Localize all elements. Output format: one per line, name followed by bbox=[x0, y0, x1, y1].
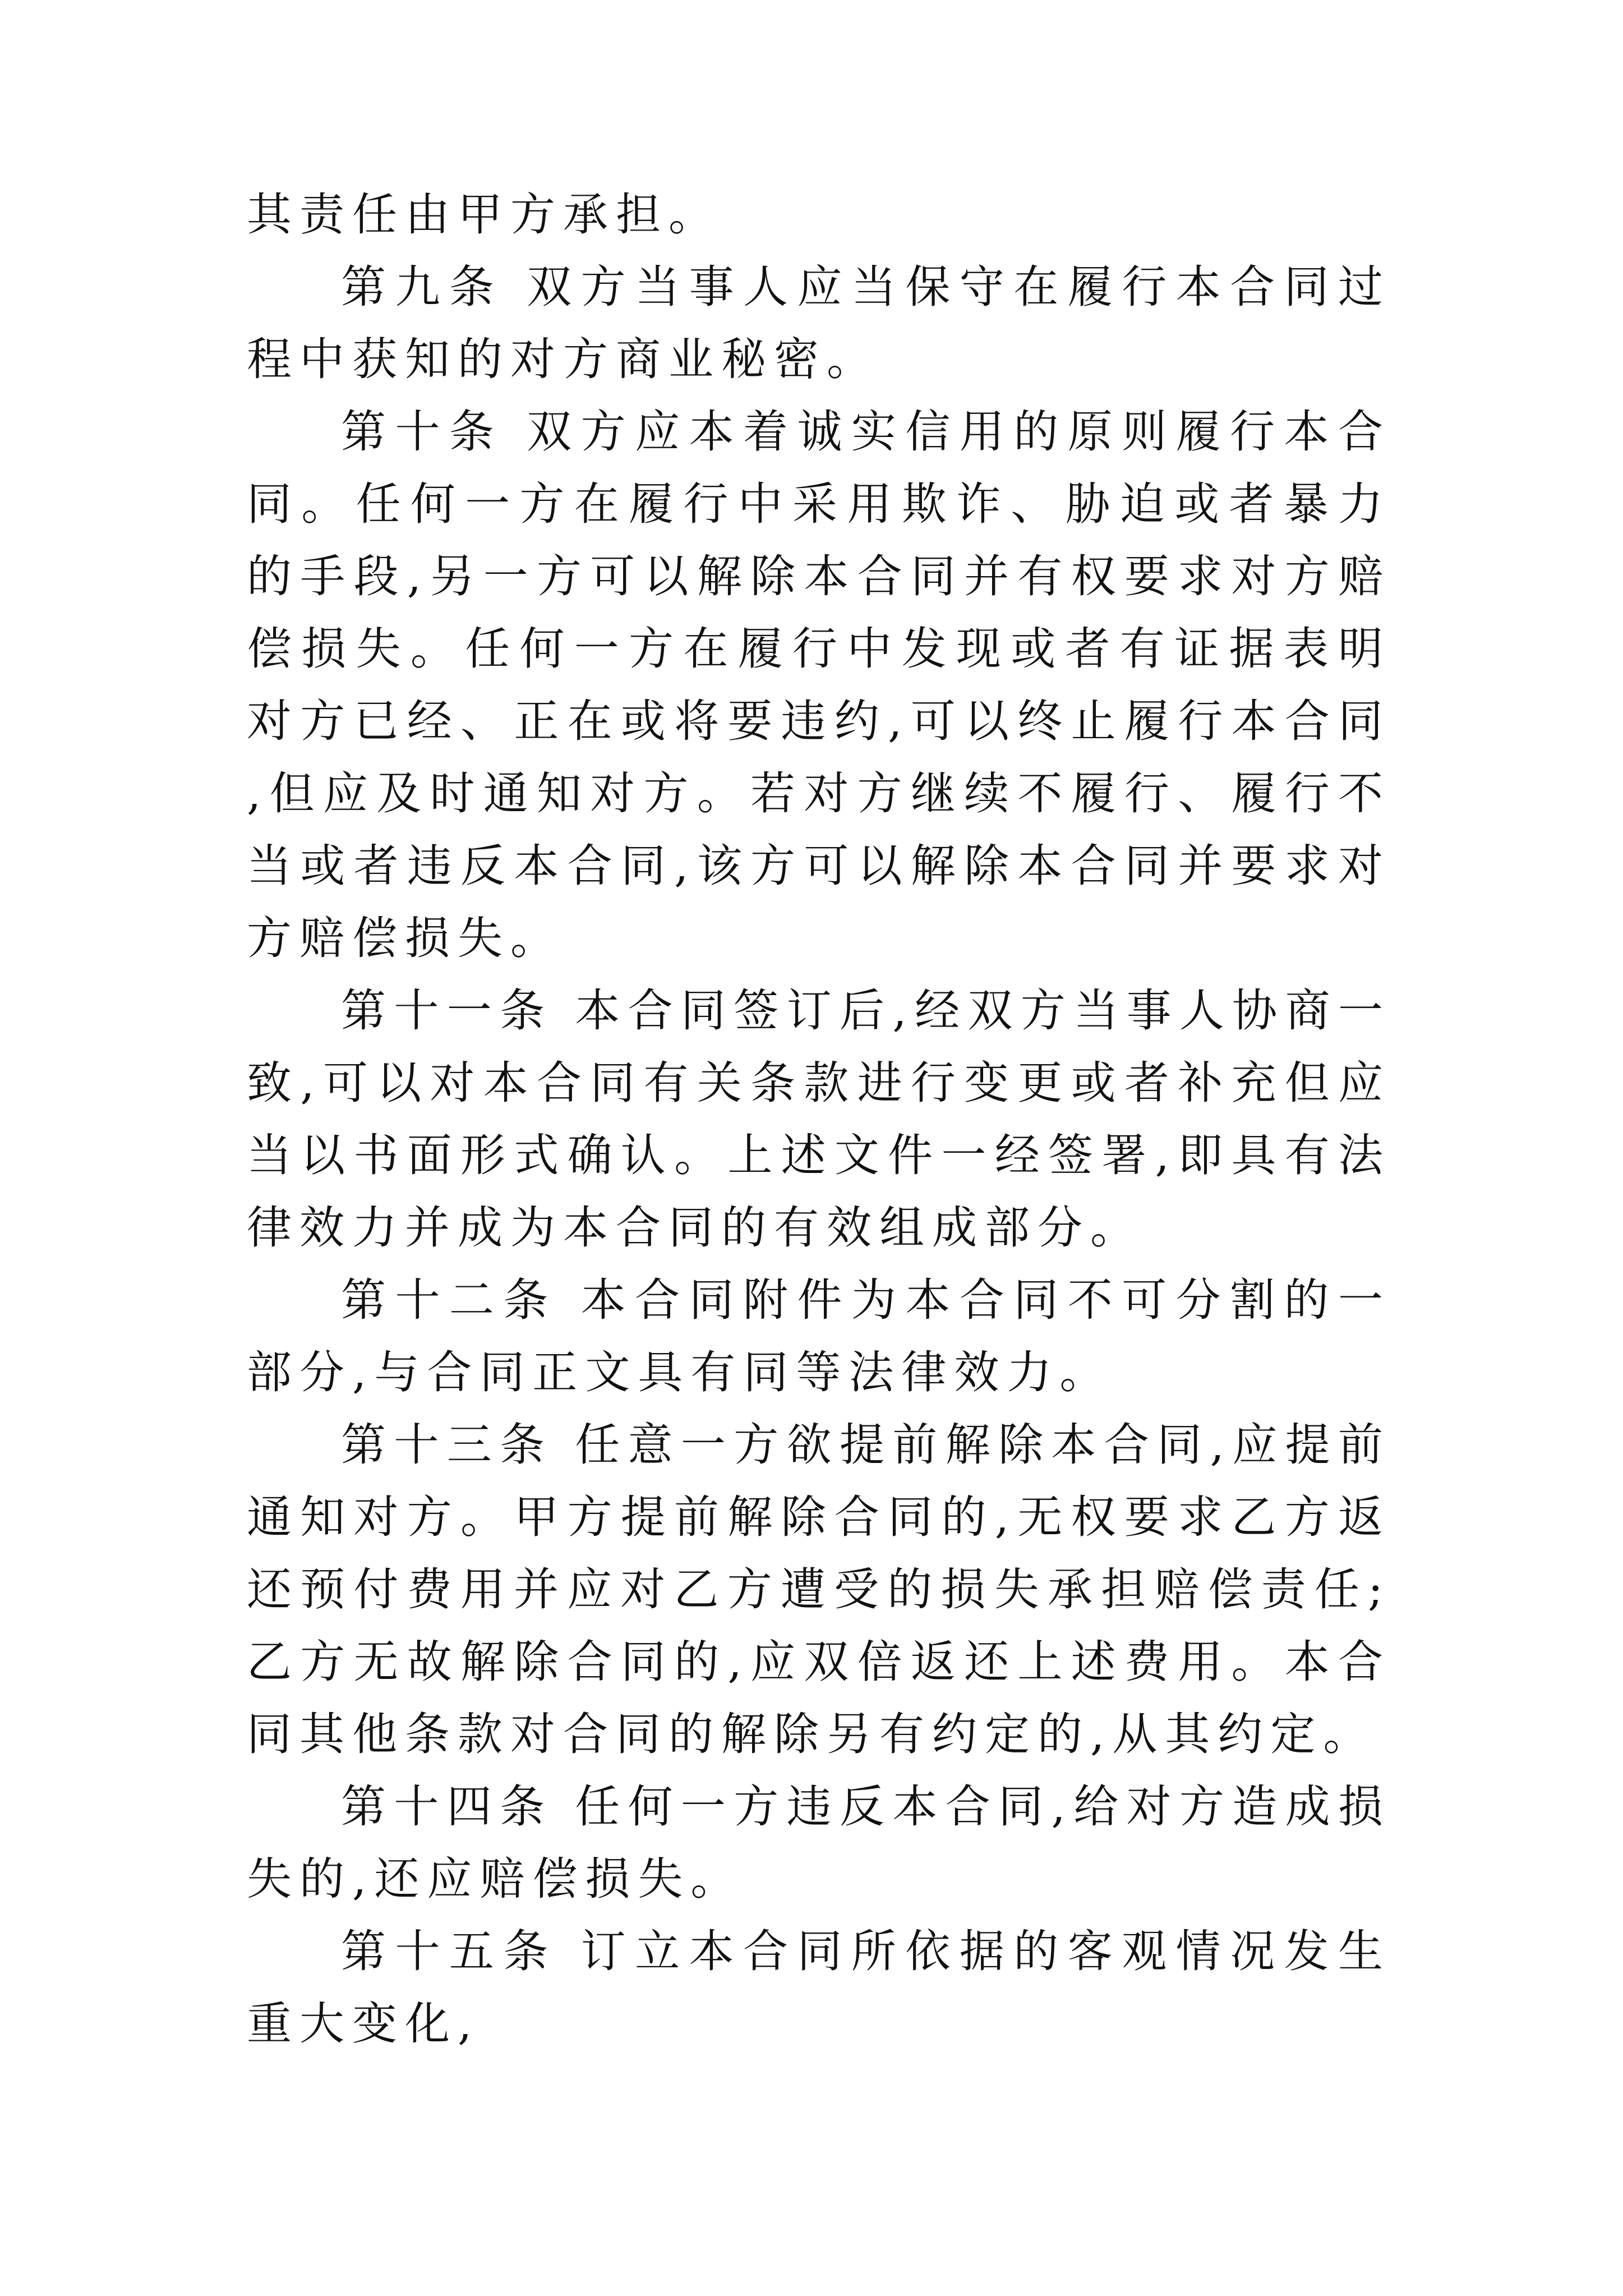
paragraph-continuation: 其责任由甲方承担。 bbox=[247, 188, 721, 241]
contract-body bbox=[247, 178, 1391, 2060]
clause-14: 第十四条 任何一方违反本合同,给对方造成损失的,还应赔偿损失。 bbox=[247, 1780, 1391, 1905]
clause-12: 第十二条 本合同附件为本合同不可分割的一部分,与合同正文具有同等法律效力。 bbox=[247, 1274, 1391, 1398]
clause-9: 第九条 双方当事人应当保守在履行本合同过程中获知的对方商业秘密。 bbox=[247, 261, 1391, 385]
clause-13: 第十三条 任意一方欲提前解除本合同,应提前通知对方。甲方提前解除合同的,无权要求乙方返还预付费用并应对乙方遭受的损失承担赔偿责任;乙方无故解除合同的,应双倍返还上述费用。本合同其他条款对合同的解除另有约定的,从其约定。 bbox=[247, 1419, 1391, 1760]
clause-11: 第十一条 本合同签订后,经双方当事人协商一致,可以对本合同有关条款进行变更或者补充但应当以书面形式确认。上述文件一经签署,即具有法律效力并成为本合同的有效组成部分。 bbox=[247, 984, 1391, 1254]
clause-10: 第十条 双方应本着诚实信用的原则履行本合同。任何一方在履行中采用欺诈、胁迫或者暴力的手段,另一方可以解除本合同并有权要求对方赔偿损失。任何一方在履行中发现或者有证据表明对方已经、正在或将要违约,可以终止履行本合同,但应及时通知对方。若对方继续不履行、履行不当或者违反本合同,该方可以解除本合同并要求对方赔偿损失。 bbox=[247, 406, 1391, 964]
clause-15: 第十五条 订立本合同所依据的客观情况发生重大变化, bbox=[247, 1925, 1391, 2050]
